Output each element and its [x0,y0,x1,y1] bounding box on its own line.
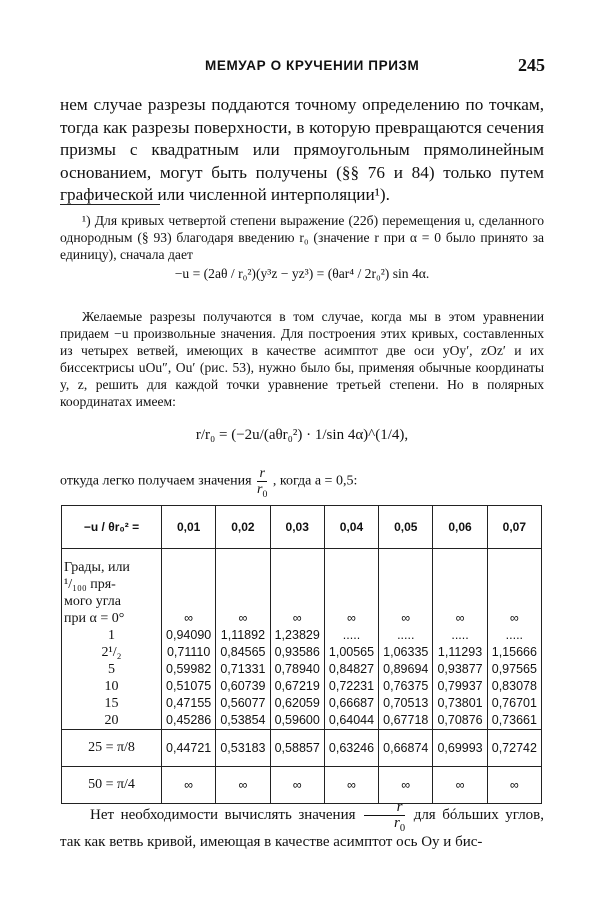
table-cell: 1,06335 [379,644,433,661]
row-label: 50 = π/4 [62,767,162,804]
table-row [62,644,542,661]
table-cell: 0,62059 [270,695,324,712]
bottom-paragraph [60,800,544,853]
row-label: 2¹/₂ [62,644,162,661]
table-cell: 0,70513 [379,695,433,712]
col-header: 0,02 [216,506,270,549]
row-header-line: ¹/₁₀₀ пря- [64,577,116,592]
table-cell: ∞ [433,549,487,628]
row-label: 20 [62,712,162,730]
table-cell: ∞ [162,767,216,804]
table-cell: 0,44721 [162,730,216,767]
table-cell: 0,97565 [487,661,541,678]
table-cell: 0,53183 [216,730,270,767]
table-cell: 0,93877 [433,661,487,678]
table-row [62,695,542,712]
row-header-line: при α = 0° [64,611,125,626]
table-cell: 0,69993 [433,730,487,767]
footnote-marker: ¹) [82,213,91,228]
table-cell: ∞ [270,549,324,628]
table-cell: 0,94090 [162,627,216,644]
table-cell: 0,66874 [379,730,433,767]
table-row [62,678,542,695]
table-row [62,549,542,628]
table-header-row [62,506,542,549]
table-cell: 1,15666 [487,644,541,661]
table-cell: 1,00565 [324,644,378,661]
table-cell: 0,70876 [433,712,487,730]
table-cell: 0,63246 [324,730,378,767]
footnote-text-2: Желаемые разрезы получаются в том случае, когда мы в этом уравнении придаем −u произвольные значения. Для построения этих кривых, составленных из четырех ветвей, имеющих в качестве асимптот две оси yOy′, zOz′ и их биссектрисы uOu″, Ou′ (рис. 53), нужно было бы, применяя обычные координаты y, z, решить для каждой точки уравнение третьей степени. Но в полярных координатах имеем: [60,309,544,409]
r-over-r0-fraction: $\frac{r}{r_0}$ [257,466,268,500]
table-cell: ∞ [162,549,216,628]
table-cell: 0,78940 [270,661,324,678]
table-cell: 0,71110 [162,644,216,661]
row-header-line: Грады, или [64,560,130,575]
row-label: 10 [62,678,162,695]
main-paragraph: нем случае разрезы поддаются точному определению по точкам, тогда как разрезы поверхности, в которую превращаются сечения призмы с квадратным или прямоугольным прямолинейным основанием, могут быть получены (§§ 76 и 84) только путем графической или численной интерполяции¹). [60,95,544,205]
table-cell: 1,11293 [433,644,487,661]
bottom-text-before: Нет необходимости вычислять значения [90,806,356,823]
table-cell: ∞ [487,549,541,628]
table-cell: 0,66687 [324,695,378,712]
row-header-line: мого угла [64,594,121,609]
bottom-text-after: для бóльших углов, так как ветвь кривой, имеющая в качестве асимптот ось Oy и бис- [60,806,545,850]
table-row [62,767,542,804]
table-cell: 0,59982 [162,661,216,678]
footnote-text-1 [60,212,544,263]
running-title: МЕМУАР О КРУЧЕНИИ ПРИЗМ [205,58,420,73]
table-cell: 0,47155 [162,695,216,712]
row-label: 1 [62,627,162,644]
col-header: 0,05 [379,506,433,549]
table-cell: 0,72742 [487,730,541,767]
table-cell: 0,72231 [324,678,378,695]
text3-after: , когда a = 0,5: [272,473,358,489]
table-cell: 0,64044 [324,712,378,730]
table-cell: 0,73801 [433,695,487,712]
table-cell: 0,83078 [487,678,541,695]
table-cell: 0,93586 [270,644,324,661]
corner-label: −u / θr₀² = [62,506,162,549]
table-cell: ∞ [216,549,270,628]
table-cell: 0,56077 [216,695,270,712]
table-cell: 0,45286 [162,712,216,730]
table-cell: 0,79937 [433,678,487,695]
formula-2: r/r₀ = (−2u/(aθr₀²) · 1/sin 4α)^(1/4), [195,427,409,443]
running-head [0,55,604,80]
r-over-r0-fraction-2: $\frac{r}{r_0}$ [364,800,405,831]
table-row [62,730,542,767]
row-label: 15 [62,695,162,712]
table-cell: ..... [324,627,378,644]
table-cell: 0,67219 [270,678,324,695]
table-row [62,712,542,730]
table-cell: 0,84565 [216,644,270,661]
table-cell: ∞ [433,767,487,804]
text3-before: откуда легко получаем значения [60,473,252,489]
col-header: 0,06 [433,506,487,549]
formula-1: −u = (2aθ / r₀²)(y³z − yz³) = (θar⁴ / 2r₀²) sin 4α. [174,266,430,281]
row-label: 25 = π/8 [62,730,162,767]
table-cell: 0,71331 [216,661,270,678]
col-header: 0,01 [162,506,216,549]
footnote-divider [60,204,160,205]
table-cell: 0,76375 [379,678,433,695]
table-cell: 0,73661 [487,712,541,730]
values-table [61,505,542,804]
table-row [62,627,542,644]
table-cell: 1,11892 [216,627,270,644]
table-cell: ∞ [324,549,378,628]
table-cell: ∞ [487,767,541,804]
table-cell: ∞ [324,767,378,804]
table-cell: 0,76701 [487,695,541,712]
table-cell: 0,51075 [162,678,216,695]
row-header-block [62,549,162,628]
table-cell: ∞ [379,767,433,804]
table-cell: ∞ [379,549,433,628]
table-cell: ..... [433,627,487,644]
table-cell: 0,58857 [270,730,324,767]
footnote-text-3 [60,466,544,500]
table-cell: ∞ [216,767,270,804]
row-label: 5 [62,661,162,678]
table-cell: 0,53854 [216,712,270,730]
table-row [62,661,542,678]
table-cell: 0,60739 [216,678,270,695]
footnote-body: Для кривых четвертой степени выражение (22б) перемещения u, сделанного однородным (§ 93) благодаря введению r₀ (значение r при α = 0 было принято за единицу), сначала дает [60,213,544,262]
col-header: 0,04 [324,506,378,549]
table-cell: ..... [379,627,433,644]
col-header: 0,07 [487,506,541,549]
page-number: 245 [518,55,545,75]
col-header: 0,03 [270,506,324,549]
table-cell: 1,23829 [270,627,324,644]
table-cell: 0,89694 [379,661,433,678]
table-cell: ..... [487,627,541,644]
table-cell: 0,84827 [324,661,378,678]
table-cell: 0,67718 [379,712,433,730]
table-cell: ∞ [270,767,324,804]
table-cell: 0,59600 [270,712,324,730]
